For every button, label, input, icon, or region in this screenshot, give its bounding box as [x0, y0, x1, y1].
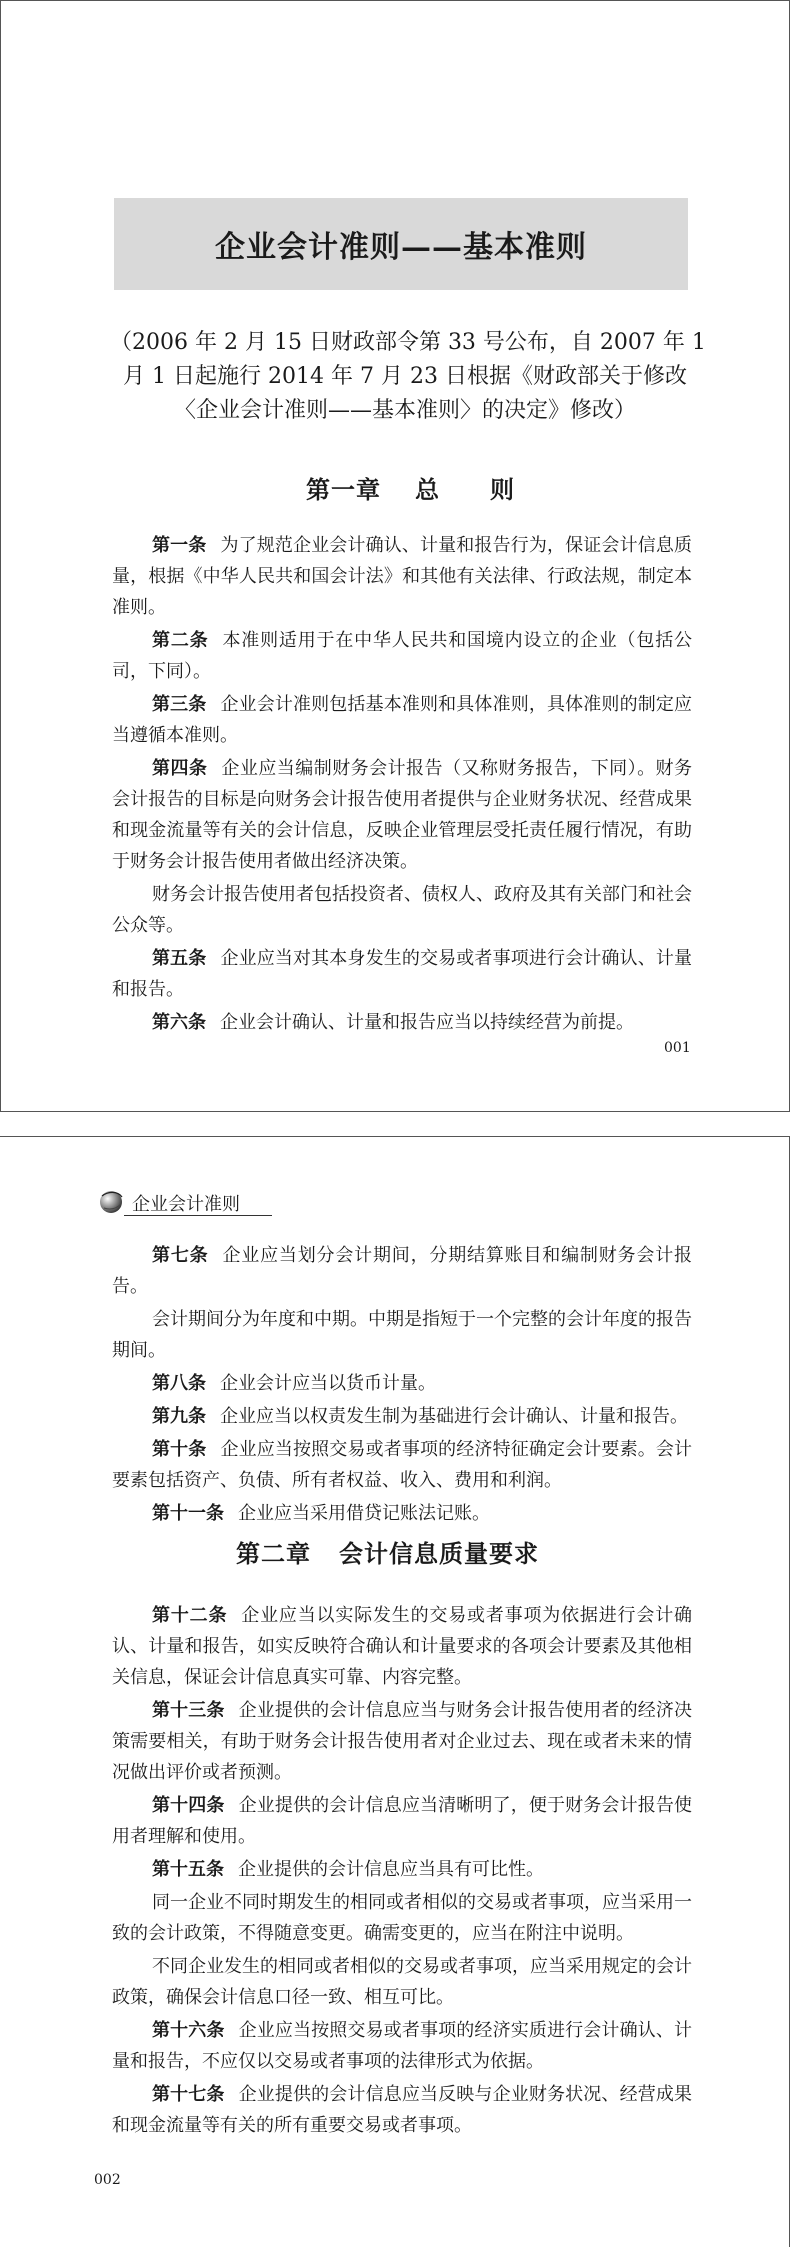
globe-logo-icon	[98, 1188, 124, 1214]
article-number: 第二条	[152, 630, 209, 651]
article-text: 企业应当对其本身发生的交易或者事项进行会计确认、计量和报告。	[112, 948, 693, 1000]
chapter-number: 第二章	[236, 1539, 311, 1568]
article-number: 第三条	[152, 694, 207, 715]
article-text: 会计期间分为年度和中期。中期是指短于一个完整的会计年度的报告期间。	[112, 1309, 692, 1361]
article-text: 财务会计报告使用者包括投资者、债权人、政府及其有关部门和社会公众等。	[112, 884, 692, 936]
article-text: 企业提供的会计信息应当具有可比性。	[238, 1859, 544, 1880]
article-number: 第十六条	[152, 2020, 225, 2041]
article-text: 企业应当以权责发生制为基础进行会计确认、计量和报告。	[220, 1406, 688, 1427]
page-number: 001	[664, 1040, 691, 1056]
article-paragraph	[112, 2079, 692, 2141]
article-text: 企业提供的会计信息应当反映与企业财务状况、经营成果和现金流量等有关的所有重要交易或者事项。	[112, 2084, 693, 2136]
page-number: 002	[94, 2172, 121, 2188]
article-text: 企业应当按照交易或者事项的经济实质进行会计确认、计量和报告，不应仅以交易或者事项的法律形式为依据。	[112, 2020, 693, 2072]
article-number: 第十七条	[152, 2084, 225, 2105]
running-header	[98, 1188, 266, 1216]
article-text: 企业应当以实际发生的交易或者事项为依据进行会计确认、计量和报告，如实反映符合确认和计量要求的各项会计要素及其他相关信息，保证会计信息真实可靠、内容完整。	[112, 1605, 693, 1688]
article-paragraph	[112, 1434, 692, 1496]
header-rule	[124, 1215, 272, 1216]
chapter-heading	[236, 1534, 539, 1569]
article-paragraph	[112, 943, 692, 1005]
article-number: 第五条	[152, 948, 207, 969]
publication-note-line: （2006 年 2 月 15 日财政部令第 33 号公布，自 2007 年 1	[110, 330, 706, 355]
article-text: 同一企业不同时期发生的相同或者相似的交易或者事项，应当采用一致的会计政策，不得随意变更。确需变更的，应当在附注中说明。	[112, 1892, 692, 1944]
page-gap	[0, 1112, 790, 1136]
article-text: 不同企业发生的相同或者相似的交易或者事项，应当采用规定的会计政策，确保会计信息口径一致、相互可比。	[112, 1956, 692, 2008]
article-text: 企业会计确认、计量和报告应当以持续经营为前提。	[220, 1012, 634, 1033]
article-number: 第十条	[152, 1439, 207, 1460]
article-text: 企业会计应当以货币计量。	[220, 1373, 436, 1394]
article-paragraph	[112, 625, 692, 687]
title-banner	[114, 198, 688, 290]
chapter-one-continued-body	[112, 1240, 692, 1531]
article-paragraph	[112, 1600, 692, 1693]
article-paragraph	[112, 879, 692, 941]
article-paragraph	[112, 1695, 692, 1788]
publication-note-line: 月 1 日起施行 2014 年 7 月 23 日根据《财政部关于修改	[123, 364, 687, 389]
article-paragraph	[112, 1790, 692, 1852]
article-paragraph	[112, 1240, 692, 1302]
article-number: 第十五条	[152, 1859, 224, 1880]
chapter-one-body	[112, 530, 692, 1040]
publication-note-line: 〈企业会计准则——基本准则〉的决定》修改）	[173, 398, 636, 423]
article-text: 企业提供的会计信息应当清晰明了，便于财务会计报告使用者理解和使用。	[112, 1795, 693, 1847]
article-text: 企业应当采用借贷记账法记账。	[238, 1503, 490, 1524]
article-text: 企业应当按照交易或者事项的经济特征确定会计要素。会计要素包括资产、负债、所有者权益、收入、费用和利润。	[112, 1439, 693, 1491]
article-number: 第四条	[152, 758, 208, 779]
chapter-heading	[306, 470, 515, 505]
article-number: 第十一条	[152, 1503, 224, 1524]
article-text: 企业应当编制财务会计报告（又称财务报告，下同）。财务会计报告的目标是向财务会计报告使用者提供与企业财务状况、经营成果和现金流量等有关的会计信息，反映企业管理层受托责任履行情况，有助于财务会计报告使用者做出经济决策。	[112, 758, 693, 872]
article-text: 企业提供的会计信息应当与财务会计报告使用者的经济决策需要相关，有助于财务会计报告使用者对企业过去、现在或者未来的情况做出评价或者预测。	[112, 1700, 693, 1783]
article-number: 第十二条	[152, 1605, 228, 1626]
chapter-title-part: 则	[490, 475, 515, 504]
article-paragraph	[112, 1368, 692, 1399]
article-number: 第六条	[152, 1012, 206, 1033]
article-number: 第十三条	[152, 1700, 225, 1721]
article-text: 为了规范企业会计确认、计量和报告行为，保证会计信息质量，根据《中华人民共和国会计法》和其他有关法律、行政法规，制定本准则。	[112, 535, 693, 618]
article-paragraph	[112, 2015, 692, 2077]
document-title: 企业会计准则——基本准则	[215, 230, 587, 265]
header-title: 企业会计准则	[132, 1194, 240, 1215]
article-number: 第九条	[152, 1406, 206, 1427]
chapter-number: 第一章	[306, 475, 381, 504]
article-paragraph	[112, 1304, 692, 1366]
article-text: 企业应当划分会计期间，分期结算账目和编制财务会计报告。	[112, 1245, 693, 1297]
publication-note	[110, 326, 706, 428]
article-paragraph	[112, 1887, 692, 1949]
article-paragraph	[112, 1951, 692, 2013]
article-paragraph	[112, 753, 692, 877]
article-number: 第一条	[152, 535, 207, 556]
article-paragraph	[112, 1498, 692, 1529]
article-number: 第七条	[152, 1245, 209, 1266]
chapter-two-body	[112, 1600, 692, 2143]
article-paragraph	[112, 1401, 692, 1432]
article-paragraph	[112, 1007, 692, 1038]
article-text: 本准则适用于在中华人民共和国境内设立的企业（包括公司，下同）。	[112, 630, 693, 682]
chapter-title: 会计信息质量要求	[339, 1539, 539, 1568]
article-paragraph	[112, 1854, 692, 1885]
article-number: 第八条	[152, 1373, 206, 1394]
article-number: 第十四条	[152, 1795, 225, 1816]
article-paragraph	[112, 689, 692, 751]
article-text: 企业会计准则包括基本准则和具体准则，具体准则的制定应当遵循本准则。	[112, 694, 693, 746]
article-paragraph	[112, 530, 692, 623]
chapter-title-part: 总	[415, 475, 440, 504]
